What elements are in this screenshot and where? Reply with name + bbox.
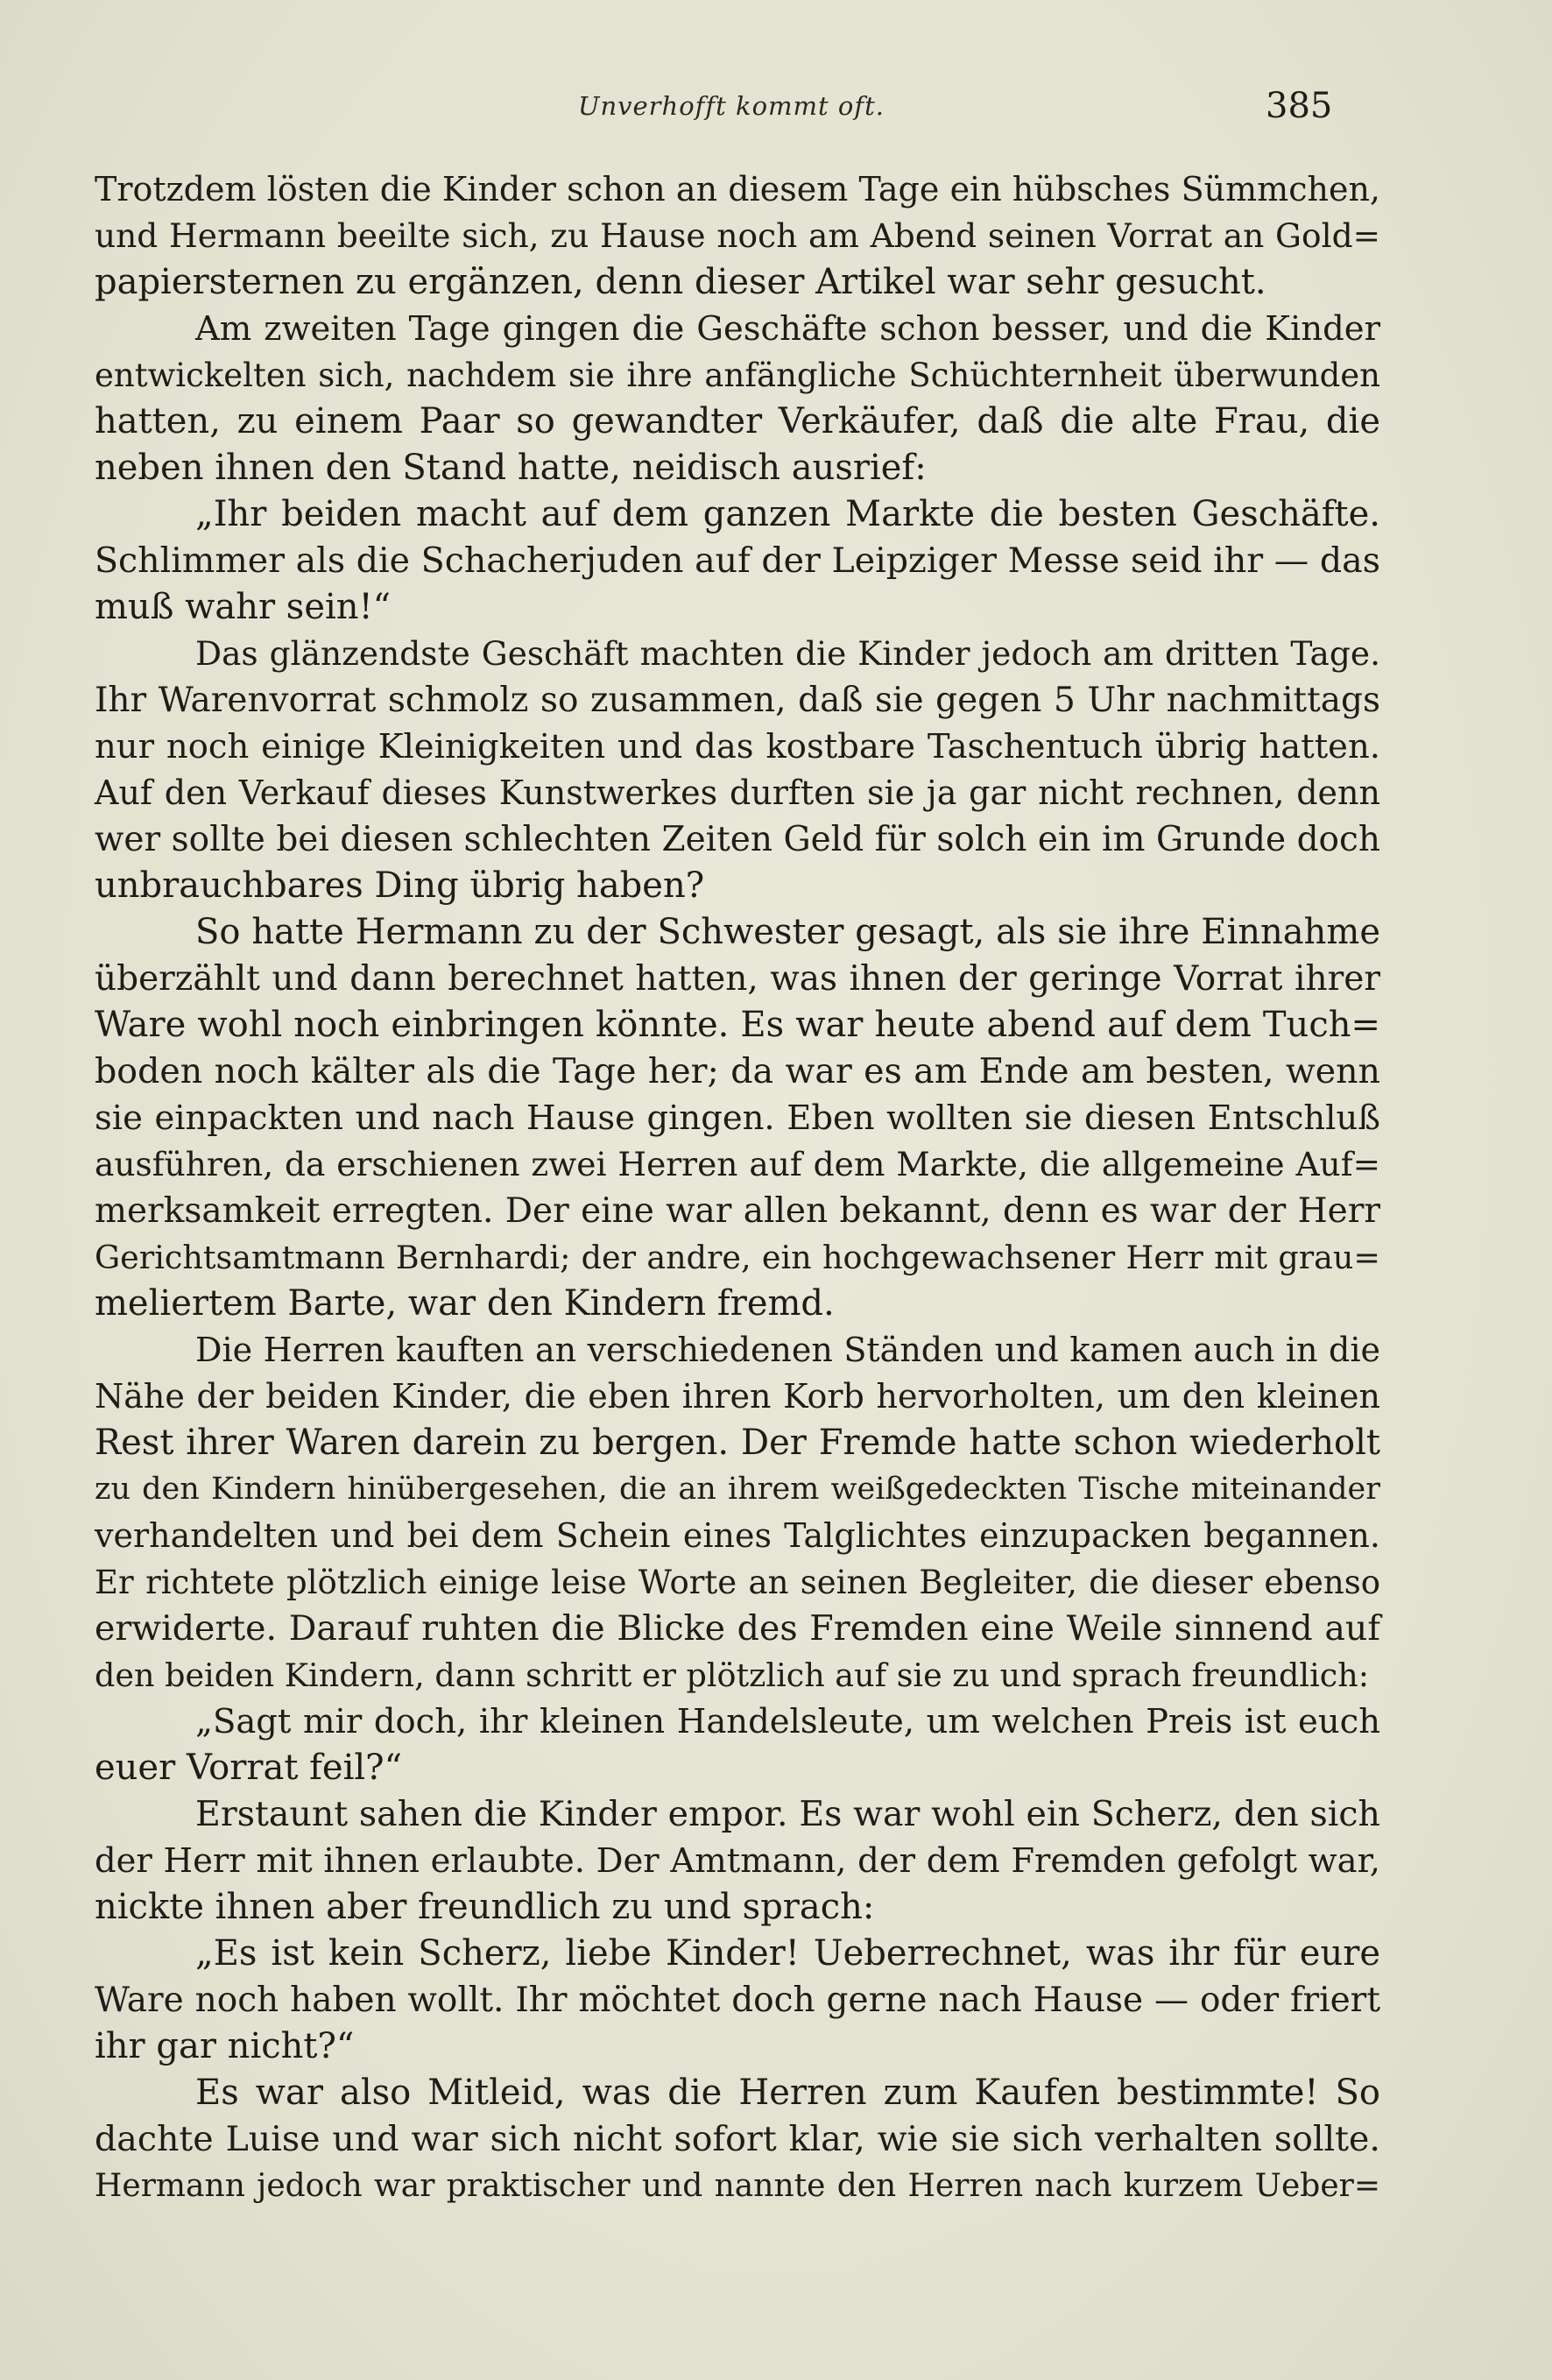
text-line: und Hermann beeilte sich, zu Hause noch am Abend seinen Vorrat an Gold= — [95, 216, 1380, 255]
text-line: der Herr mit ihnen erlaubte. Der Amtmann, der dem Fremden gefolgt war, — [95, 1841, 1380, 1881]
text-line: Auf den Verkauf dieses Kunstwerkes durften sie ja gar nicht rechnen, denn — [95, 773, 1380, 812]
running-head — [0, 86, 1552, 130]
text-line: überzählt und dann berechnet hatten, was ihnen der geringe Vorrat ihrer — [95, 959, 1380, 999]
text-line: Ware wohl noch einbringen könnte. Es war heute abend auf dem Tuch= — [95, 1005, 1380, 1045]
text-line: Erstaunt sahen die Kinder empor. Es war wohl ein Scherz, den sich — [195, 1794, 1380, 1834]
text-line: nur noch einige Kleinigkeiten und das kostbare Taschentuch übrig hatten. — [95, 727, 1380, 766]
text-line: euer Vorrat feil?“ — [95, 1748, 403, 1788]
text-line: unbrauchbares Ding übrig haben? — [95, 865, 705, 906]
text-line: papiersternen zu ergänzen, denn dieser Artikel war sehr gesucht. — [95, 262, 1266, 302]
text-line: dachte Luise und war sich nicht sofort klar, wie sie sich verhalten sollte. — [95, 2119, 1380, 2159]
text-line: erwiderte. Darauf ruhten die Blicke des Fremden eine Weile sinnend auf — [95, 1608, 1380, 1649]
text-line: hatten, zu einem Paar so gewandter Verkäufer, daß die alte Frau, die — [95, 401, 1380, 441]
text-line: merksamkeit erregten. Der eine war allen bekannt, denn es war der Herr — [95, 1191, 1380, 1231]
text-line: Er richtete plötzlich einige leise Worte an seinen Begleiter, die dieser ebenso — [95, 1564, 1380, 1601]
text-line: Trotzdem lösten die Kinder schon an diesem Tage ein hübsches Sümmchen, — [95, 170, 1380, 208]
text-line: Ihr Warenvorrat schmolz so zusammen, daß sie gegen 5 Uhr nachmittags — [95, 681, 1380, 720]
text-line: „Es ist kein Scherz, liebe Kinder! Ueberrechnet, was ihr für eure — [195, 1933, 1380, 1974]
text-line: Rest ihrer Waren darein zu bergen. Der Fremde hatte schon wiederholt — [95, 1423, 1380, 1463]
text-line: sie einpackten und nach Hause gingen. Eben wollten sie diesen Entschluß — [95, 1098, 1380, 1138]
text-line: Das glänzendste Geschäft machten die Kinder jedoch am dritten Tage. — [195, 634, 1380, 673]
text-line: Die Herren kauften an verschiedenen Ständen und kamen auch in die — [195, 1331, 1380, 1369]
text-line: Am zweiten Tage gingen die Geschäfte schon besser, und die Kinder — [195, 309, 1380, 349]
text-line: entwickelten sich, nachdem sie ihre anfängliche Schüchternheit überwunden — [95, 357, 1380, 394]
text-line: Es war also Mitleid, was die Herren zum Kaufen bestimmte! So — [195, 2073, 1380, 2113]
text-line: Gerichtsamtmann Bernhardi; der andre, ein hochgewachsener Herr mit grau= — [95, 1239, 1380, 1276]
running-title: Unverhofft kommt oft. — [578, 91, 885, 121]
text-line: verhandelten und bei dem Schein eines Talglichtes einzupacken begannen. — [95, 1516, 1380, 1555]
text-line: Schlimmer als die Schacherjuden auf der Leipziger Messe seid ihr — das — [95, 540, 1380, 581]
text-line: ihr gar nicht?“ — [95, 2026, 355, 2066]
text-line: neben ihnen den Stand hatte, neidisch ausrief: — [95, 448, 927, 488]
text-line: Ware noch haben wollt. Ihr möchtet doch gerne nach Hause — oder friert — [95, 1981, 1380, 2020]
text-line: Hermann jedoch war praktischer und nannte den Herren nach kurzem Ueber= — [95, 2168, 1380, 2204]
text-line: nickte ihnen aber freundlich zu und sprach: — [95, 1887, 875, 1927]
text-line: muß wahr sein!“ — [95, 587, 392, 627]
body-text — [95, 166, 1380, 2209]
text-line: Nähe der beiden Kinder, die eben ihren Korb hervorholten, um den kleinen — [95, 1377, 1380, 1416]
text-line: So hatte Hermann zu der Schwester gesagt, als sie ihre Einnahme — [195, 912, 1380, 952]
text-line: „Sagt mir doch, ihr kleinen Handelsleute, um welchen Preis ist euch — [195, 1702, 1380, 1741]
page-number: 385 — [1266, 86, 1333, 126]
text-line: wer sollte bei diesen schlechten Zeiten Geld für solch ein im Grunde doch — [95, 820, 1380, 859]
text-line: meliertem Barte, war den Kindern fremd. — [95, 1283, 835, 1324]
text-line: „Ihr beiden macht auf dem ganzen Markte die besten Geschäfte. — [195, 494, 1380, 534]
text-line: ausführen, da erschienen zwei Herren auf dem Markte, die allgemeine Auf= — [95, 1145, 1380, 1183]
text-line: zu den Kindern hinübergesehen, die an ihrem weißgedeckten Tische miteinander — [95, 1472, 1380, 1507]
text-line: den beiden Kindern, dann schritt er plötzlich auf sie zu und sprach freundlich: — [95, 1656, 1370, 1694]
text-line: boden noch kälter als die Tage her; da war es am Ende am besten, wenn — [95, 1051, 1380, 1091]
